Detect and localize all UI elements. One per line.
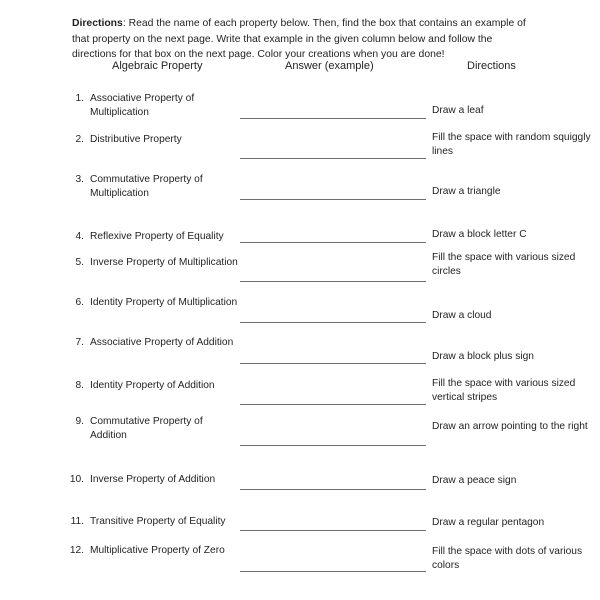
answer-blank[interactable] [240, 363, 426, 364]
row-number: 7. [75, 337, 84, 348]
answer-blank[interactable] [240, 281, 426, 282]
property-name: Inverse Property of Multiplication [90, 257, 238, 268]
direction-text: Draw a cloud [432, 310, 492, 321]
property-name: Transitive Property of Equality [90, 516, 226, 527]
direction-text: Draw a block letter C [432, 229, 527, 240]
direction-text: Draw a peace sign [432, 475, 517, 486]
row-number: 9. [75, 416, 84, 427]
direction-text: Fill the space with dots of various colors [432, 546, 583, 571]
direction-text: Draw a triangle [432, 186, 501, 197]
answer-blank[interactable] [240, 199, 426, 200]
direction-text: Draw a leaf [432, 105, 484, 116]
column-header-directions: Directions [467, 60, 516, 72]
property-name: Multiplicative Property of Zero [90, 545, 225, 556]
answer-blank[interactable] [240, 242, 426, 243]
row-number: 8. [75, 380, 84, 391]
property-name: Distributive Property [90, 134, 182, 145]
directions-label: Directions [72, 18, 123, 30]
property-name: Reflexive Property of Equality [90, 231, 224, 242]
row-number: 6. [75, 297, 84, 308]
column-headers [0, 60, 600, 78]
direction-text: Fill the space with various sized circles [432, 252, 576, 277]
direction-text: Fill the space with random squiggly lines [432, 132, 591, 157]
property-name: Commutative Property of Multiplication [90, 174, 203, 199]
row-number: 11. [70, 516, 84, 527]
column-header-property: Algebraic Property [112, 60, 203, 72]
answer-blank[interactable] [240, 489, 426, 490]
property-name: Commutative Property of Addition [90, 416, 203, 441]
direction-text: Draw a block plus sign [432, 351, 534, 362]
row-number: 2. [75, 134, 84, 145]
row-number: 12. [69, 545, 84, 556]
row-number: 1. [75, 93, 84, 104]
property-name: Associative Property of Addition [90, 337, 234, 348]
answer-blank[interactable] [240, 118, 426, 119]
directions-paragraph [72, 16, 528, 62]
property-name: Associative Property of Multiplication [90, 93, 195, 118]
property-name: Identity Property of Multiplication [90, 297, 238, 308]
row-number: 5. [75, 257, 84, 268]
row-number: 4. [75, 231, 84, 242]
answer-blank[interactable] [240, 404, 426, 405]
answer-blank[interactable] [240, 530, 426, 531]
row-number: 10. [69, 474, 84, 485]
property-name: Identity Property of Addition [90, 380, 215, 391]
direction-text: Fill the space with various sized vertical stripes [432, 378, 576, 403]
answer-blank[interactable] [240, 445, 426, 446]
directions-body: : Read the name of each property below. Then, find the box that contains an example of that property on the next page. Write that example in the given column below and follow the directions for that box on the next page. Color your creations when you are done! [72, 18, 526, 61]
direction-text: Draw a regular pentagon [432, 517, 545, 528]
column-header-answer: Answer (example) [285, 60, 374, 72]
row-number: 3. [75, 174, 84, 185]
answer-blank[interactable] [240, 571, 426, 572]
answer-blank[interactable] [240, 322, 426, 323]
direction-text: Draw an arrow pointing to the right [432, 421, 588, 432]
answer-blank[interactable] [240, 158, 426, 159]
property-name: Inverse Property of Addition [90, 474, 216, 485]
